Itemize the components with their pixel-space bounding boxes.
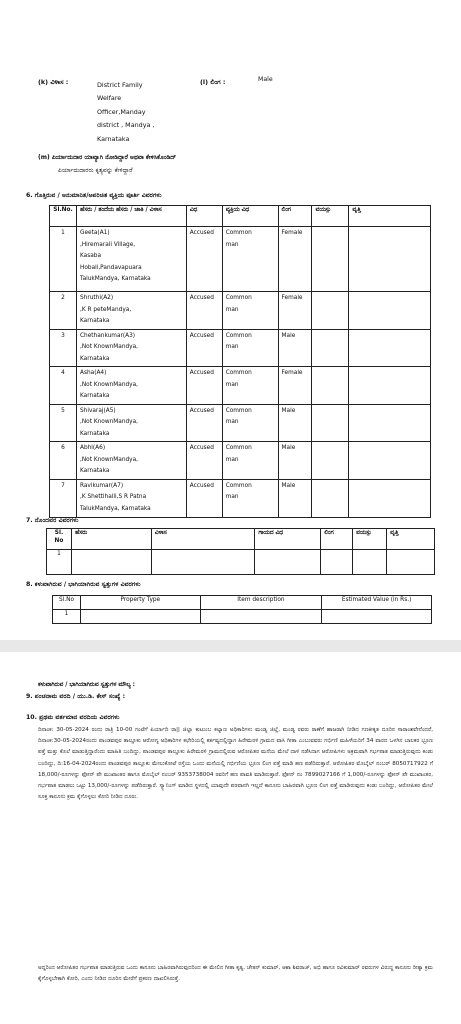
empty-cell [387, 550, 435, 575]
table-row [50, 292, 431, 330]
section-7-title: 7. ನೊಂದವರ ವಿವರಗಳು [26, 517, 79, 524]
col-header: ಹೆಸರು [71, 529, 151, 550]
cell-line: Karnataka [79, 468, 110, 474]
cell-line: man [225, 456, 239, 463]
cell-line: ,K Shettihalli,S R Patna [79, 494, 147, 500]
cell-line: TalukMandya, Karnataka [79, 276, 151, 282]
cell-line: man [225, 344, 239, 350]
sl-cell: 4 [50, 367, 77, 405]
address-label: (k) ವಿಳಾಸ : [38, 78, 69, 86]
gender-value: Male [258, 76, 273, 83]
occupation-cell [349, 442, 431, 480]
col-header: Sl.No [53, 596, 81, 610]
gender-cell: Male [278, 442, 312, 480]
cell-line: Common [225, 370, 252, 376]
fir-paragraph-2: ಅದ್ದರಿಂದ ಆರೋಪಿತರ ಗರ್ಭಪಾತ ಮಾಡುತ್ತಿರುವ ಒಂದು ಕಾನೂನು ಬಾಹಿರವಾಗಿರುವುದರಿಂದ ಈ ಮೇಲಿನ ಗೀತಾ ಕೃತ್ಯ, ಚೇತನ್ ಕುಮಾರ್, ಆಶಾ ಶಿವರಾಜ್, ಅಭಿ ಹಾಗೂ ರವಿಕುಮಾರ್ ರವರುಗಳ ವಿರುದ್ಧ ಕಾನೂನು ರೀತ್ಯಾ ಕ್ರಮ ಕೈಗೊಳ್ಳಬೇಕಾಗಿ ಕೋರಿ, ಎಂದು ನೀಡಿದ ದೂರಿನ ಮೇರೆಗೆ ಪ್ರಕರಣ ದಾಖಲಿಸಿರುತ್ತೆ. [38, 965, 433, 983]
empty-cell [151, 550, 255, 575]
cell-line: ,Not KnownMandya, [79, 456, 138, 463]
name-address-cell [76, 479, 186, 517]
col-header: ವಯಸ್ಸು [312, 206, 349, 227]
table-row [50, 442, 431, 480]
cell-line: Shruthi(A2) [79, 295, 114, 301]
cell-line: Karnataka [79, 430, 110, 437]
table-row [53, 610, 432, 624]
person-type-cell [222, 329, 278, 367]
address-line: Officer,Manday [97, 107, 146, 116]
empty-cell [200, 610, 322, 624]
gender-cell: Female [278, 292, 312, 330]
fir-paragraph-1: ದಿನಾಂಕ: 30-05-2024 ರಂದು ರಾತ್ರಿ 10-00 ಗಂಟೆಗೆ ಪಿರ್ಯಾದಿ ರಾ|| ಜಿಲ್ಲಾ ಕುಟುಂಬ ಕಲ್ಯಾಣ ಅಧಿಕಾರಿಗಳು ಮಂಡ್ಯ ಜಿಲ್ಲೆ, ಮಂಡ್ಯ ರವರು ಠಾಣೆಗೆ ಹಾಜರಾಗಿ ನೀಡಿದ ಗಣಕೀಕೃತ ದೂರಿನ ಸಾರಾಂಶವೇನೆಂದರೆ, ದಿನಾಂಕ:30-05-2024ರಂದು ಪಾಂಡವಪುರ ತಾಲ್ಲೂಕು ಆರೋಗ್ಯ ಅಧಿಕಾರಿಗಳ ಕಛೇರಿಯಲ್ಲಿ ಕರ್ತವ್ಯದಲ್ಲಿದ್ದಾಗ ಹಿರೇಮರಳಿ ಗ್ರಾಮದ ವಾಸಿ ಗೀತಾ ಎಂಬುವವರು ಗರ್ಭಿಣಿ ಮಹಿಳೆಯರಿಗೆ 34 ವಾರದ ಒಳಗಿನ ಬಾಲಕರ ಭ್ರೂಣ ಪತ್ತೆ ಮತ್ತು ಕೊಲೆ ಮಾಡುತ್ತಿದ್ದಾರೆಂದು ಮಾಹಿತಿ ಬಂದಿದ್ದು, ಪಾಂಡವಪುರ ತಾಲ್ಲೂಕು ಹಿರೇಮರಳಿ ಗ್ರಾಮದಲ್ಲಿರುವ ಆರೋಪಿತರ ಮನೆಯ ಮೇಲೆ ದಾಳಿ ನಡೆಸಿದಾಗ ಆರೋಪಿಗಳು ಅಕ್ರಮವಾಗಿ ಗರ್ಭಪಾತ ಮಾಡುತ್ತಿರುವುದು ಕಂಡು ಬಂದಿದ್ದು, ದಿ:16-04-2024ರಂದು ಪಾಂಡವಪುರ ತಾಲ್ಲೂಕು ಮೇಲುಕೋಟೆ ರಸ್ತೆಯ ಒಂದು ಮನೆಯಲ್ಲಿ ಗರ್ಭಿಣಿಯ ಭ್ರೂಣ ಲಿಂಗ ಪತ್ತೆ ಮಾಡಿ ಹಣ ಪಡೆದಿರುತ್ತಾರೆ. ಆರೋಪಿತರ ಮೊಬೈಲ್ ನಂಬರ್ 8050717922 ಗೆ 18,000/-ರೂಗಳನ್ನು ಫೋನ್ ಪೇ ಮುಖಾಂತರ ಹಾಗೂ ಮೊಬೈಲ್ ನಂಬರ್ 9353738004 ರವರಿಗೆ ಹಣ ಪಾವತಿ ಮಾಡಿರುತ್ತಾರೆ. ಫೋನ್ ನಂ 7899027166 ಗೆ 1,000/-ರೂಗಳನ್ನು ಫೋನ್ ಪೇ ಮುಖಾಂತರ, ಗರ್ಭಪಾತ ಮಾಡಲು ಒಟ್ಟು 13,000/-ರೂಗಳನ್ನು ಪಡೆದಿರುತ್ತಾರೆ. ಸ್ಕ್ಯಾನಿಂಗ್ ಮಾಡಿದ ಸ್ಥಳದಲ್ಲಿ ಯಾವುದೇ ಪರವಾನಗಿ ಇಲ್ಲದೆ ಕಾನೂನು ಬಾಹಿರವಾಗಿ ಭ್ರೂಣ ಲಿಂಗ ಪತ್ತೆ ಮಾಡಿರುವುದು ಕಂಡು ಬಂದಿದ್ದು, ಆರೋಪಿತರ ಮೇಲೆ ಸೂಕ್ತ ಕಾನೂನು ಕ್ರಮ ಕೈಗೊಳ್ಳಲು ಕೋರಿ ನೀಡಿದ ದೂರು. [38, 727, 433, 801]
type-cell: Accused [186, 367, 222, 405]
sl-cell: 5 [50, 404, 77, 442]
person-type-cell [222, 442, 278, 480]
col-header: ವಿಳಾಸ [151, 529, 255, 550]
sl-cell: 1 [50, 227, 77, 292]
type-cell: Accused [186, 227, 222, 292]
occupation-cell [349, 404, 431, 442]
name-address-cell [76, 227, 186, 292]
occupation-cell [349, 367, 431, 405]
cell-line: Ravikumar(A7) [79, 482, 124, 489]
table-header-row [53, 596, 432, 610]
section-8-title: 8. ಕಳುವಾಗಿರುವ / ಭಾಗಿಯಾಗಿರುವ ಸ್ವತ್ತುಗಳ ವಿವರಗಳು [26, 581, 141, 588]
age-cell [312, 227, 349, 292]
cell-line: man [225, 494, 239, 500]
col-header: ವಯಸ್ಸು [353, 529, 387, 550]
table-row [47, 550, 435, 575]
gender-cell: Male [278, 329, 312, 367]
occupation-cell [349, 227, 431, 292]
cell-line: Karnataka [79, 393, 110, 399]
name-address-cell [76, 367, 186, 405]
name-address-cell [76, 442, 186, 480]
m-label: (m) ಪಿರ್ಯಾದುದಾರ ಯಾವ್ಯಾಗಿ ನೋಡಿದ್ದಾರೆ ಅಥವಾ ಕೇಳಿಸಿಕೊಂಡಿದ್ [38, 154, 177, 161]
age-cell [312, 292, 349, 330]
property-value-line: ಕಳುವಾಗಿರುವ / ಭಾಗಿಯಾಗಿರುವ ಸ್ವತ್ತುಗಳ ಮೌಲ್ಯ : [38, 682, 135, 688]
address-line: District Family [97, 81, 143, 89]
occupation-cell [349, 329, 431, 367]
cell-line: Karnataka [79, 355, 110, 362]
name-address-cell [76, 404, 186, 442]
col-header: ವಿಧ [186, 206, 222, 227]
cell-line: Abhi(A6) [79, 445, 106, 451]
cell-line: man [225, 306, 239, 313]
col-header: Sl.No. [50, 206, 77, 227]
name-address-cell [76, 292, 186, 330]
col-header: Property Type [80, 596, 200, 610]
gender-cell: Male [278, 479, 312, 517]
empty-cell [71, 550, 151, 575]
col-header: ವೃತ್ತಿ [349, 206, 431, 227]
gender-cell: Female [278, 227, 312, 292]
empty-cell [321, 550, 353, 575]
table-header-row [47, 529, 435, 550]
victims-table [46, 528, 435, 575]
cell-line: Asha(A4) [79, 370, 107, 376]
occupation-cell [349, 479, 431, 517]
table-row [50, 227, 431, 292]
cell-line: ,Not KnownMandya, [79, 419, 138, 425]
person-type-cell [222, 479, 278, 517]
col-header: ಲಿಂಗ [278, 206, 312, 227]
age-cell [312, 367, 349, 405]
age-cell [312, 442, 349, 480]
cell-line: Common [225, 230, 252, 236]
cell-line: Karnataka [79, 318, 110, 324]
gender-cell: Male [278, 404, 312, 442]
cell-line: Common [225, 407, 252, 414]
type-cell: Accused [186, 329, 222, 367]
type-cell: Accused [186, 292, 222, 330]
age-cell [312, 479, 349, 517]
occupation-cell [349, 292, 431, 330]
cell-line: ,K R peteMandya, [79, 306, 132, 313]
col-header: ಹೆಸರು / ತಂದೆಯ ಹೆಸರು / ಜಾತಿ / ವಿಳಾಸ [76, 206, 186, 227]
col-header: ಲಿಂಗ [321, 529, 353, 550]
cell-line: Chethankumar(A3) [79, 332, 136, 339]
empty-cell [353, 550, 387, 575]
address-line: district , Mandya , [97, 121, 155, 130]
property-table [52, 595, 432, 624]
gender-label: (l) ಲಿಂಗ : [200, 78, 226, 86]
cell-line: Hobali,Pandavapuara [79, 264, 142, 271]
empty-cell [80, 610, 200, 624]
section-10-title: 10. ಪ್ರಥಮ ವರ್ತಮಾನ ವರದಿಯ ವಿವರಗಳು [26, 714, 120, 721]
cell-line: ,Hiremarali Village, [79, 241, 136, 248]
section-6-title: 6. ಗೊತ್ತಿರುವ / ಅನುಮಾನಿತ/ಅಪರಿಚಿತ ವ್ಯಕ್ತಿಯ ಪೂರ್ತಿ ವಿವರಗಳು [26, 192, 162, 199]
page-separator [0, 640, 461, 652]
sl-cell: 6 [50, 442, 77, 480]
col-header: ಗಾಯದ ವಿಧ [255, 529, 321, 550]
col-header: ವೃತ್ತಿ [387, 529, 435, 550]
cell-line: man [225, 381, 239, 388]
type-cell: Accused [186, 479, 222, 517]
cell-line: man [225, 419, 239, 425]
col-header: Estimated Value (in Rs.) [322, 596, 432, 610]
cell-line: ,Not KnownMandya, [79, 381, 138, 388]
col-header: ವ್ಯಕ್ತಿಯ ವಿಧ [222, 206, 278, 227]
sl-cell: 2 [50, 292, 77, 330]
type-cell: Accused [186, 404, 222, 442]
empty-cell [322, 610, 432, 624]
m-value: ಪಿರ್ಯಾದುದಾರರು ಕೃತ್ಯವನ್ನು ಕೇಳಿದ್ದಾರೆ [58, 167, 133, 174]
sl-cell: 1 [53, 610, 81, 624]
person-type-cell [222, 292, 278, 330]
cell-line: Geeta(A1) [79, 230, 110, 236]
sl-cell: 1 [47, 550, 72, 575]
table-row [50, 367, 431, 405]
col-header: Item description [200, 596, 322, 610]
cell-line: TalukMandya, Karnataka [79, 505, 151, 512]
person-type-cell [222, 227, 278, 292]
person-type-cell [222, 404, 278, 442]
cell-line: Kasaba [79, 253, 102, 259]
empty-cell [255, 550, 321, 575]
type-cell: Accused [186, 442, 222, 480]
gender-cell: Female [278, 367, 312, 405]
cell-line: Common [225, 295, 252, 301]
address-line: Karnataka [97, 134, 130, 143]
cell-line: man [225, 241, 239, 248]
person-type-cell [222, 367, 278, 405]
document-page-2 [0, 652, 461, 1024]
accused-table [49, 205, 431, 518]
age-cell [312, 329, 349, 367]
address-line: Welfare [97, 94, 122, 103]
cell-line: Common [225, 332, 252, 339]
col-header: Sl. No [47, 529, 72, 550]
address-value [97, 79, 187, 146]
cell-line: Common [225, 445, 252, 451]
sl-cell: 3 [50, 329, 77, 367]
table-header-row [50, 206, 431, 227]
table-row [50, 479, 431, 517]
cell-line: ,Not KnownMandya, [79, 344, 138, 350]
name-address-cell [76, 329, 186, 367]
sl-cell: 7 [50, 479, 77, 517]
section-9-title: 9. ಪಂಚನಾಮ ವರದಿ / ಯು.ಡಿ. ಕೇಸ್ ಸಂಖ್ಯೆ : [26, 693, 126, 700]
cell-line: Common [225, 482, 252, 489]
age-cell [312, 404, 349, 442]
table-row [50, 404, 431, 442]
cell-line: Shivaraj(A5) [79, 407, 116, 414]
table-row [50, 329, 431, 367]
